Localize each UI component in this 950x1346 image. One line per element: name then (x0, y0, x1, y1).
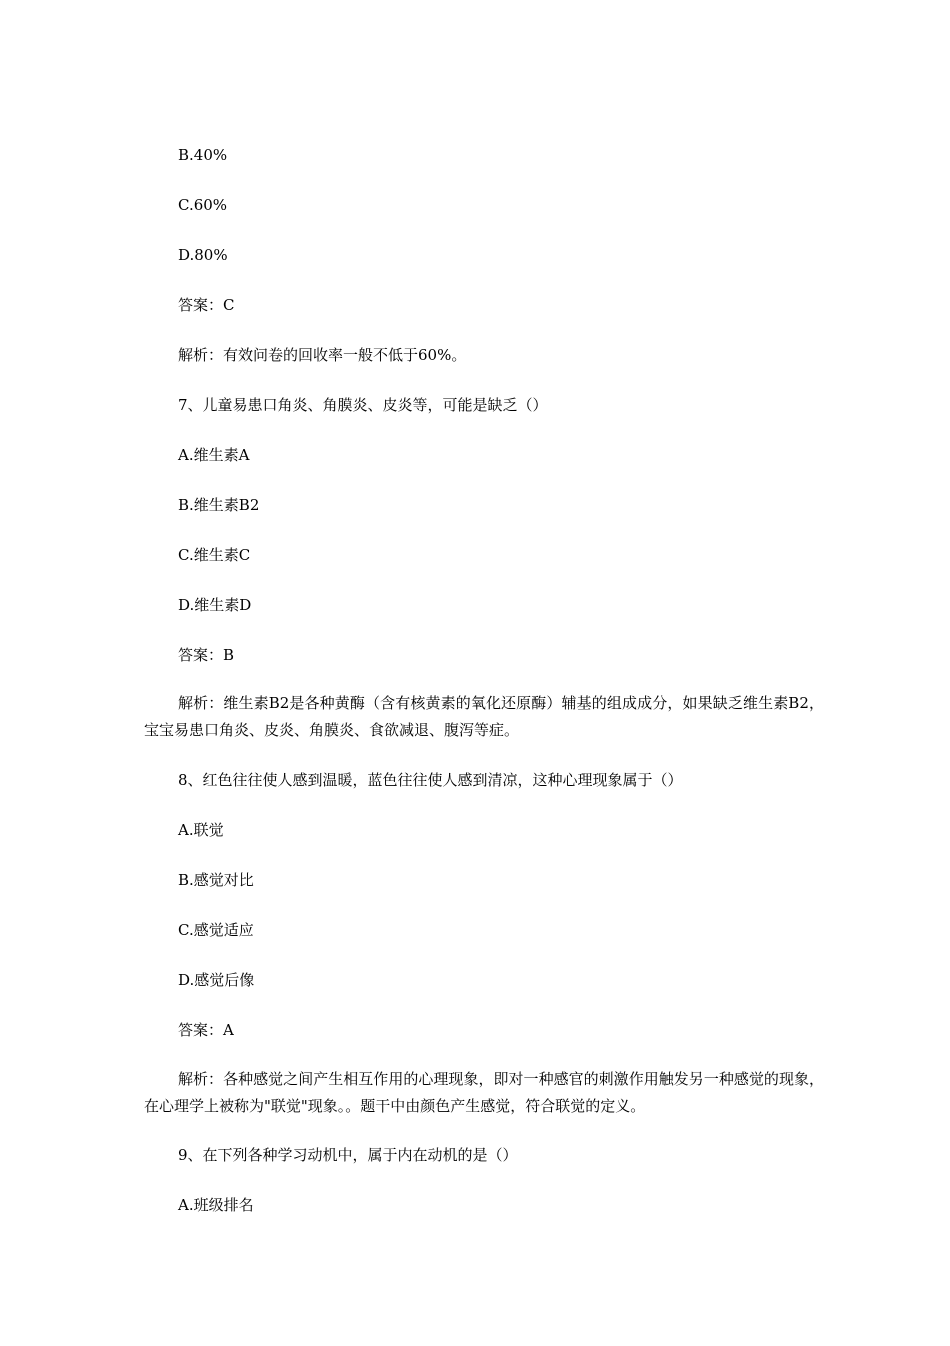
option-b: B.维生素B2 (178, 496, 260, 514)
option-d: D.感觉后像 (178, 971, 255, 989)
explanation-line: 解析：有效问卷的回收率一般不低于60%。 (178, 346, 467, 364)
option-a: A.班级排名 (178, 1196, 254, 1214)
option-b: B.感觉对比 (178, 871, 254, 889)
explanation-paragraph: 解析：各种感觉之间产生相互作用的心理现象，即对一种感官的刺激作用触发另一种感觉的现象，在心理学上被称为"联觉"现象。。题干中由颜色产生感觉，符合联觉的定义。 (144, 1070, 824, 1115)
question-8: 8、红色往往使人感到温暖，蓝色往往使人感到清凉，这种心理现象属于（） (178, 771, 683, 789)
option-c: C.维生素C (178, 546, 251, 564)
answer-line: 答案：C (178, 296, 235, 314)
question-7: 7、儿童易患口角炎、角膜炎、皮炎等，可能是缺乏（） (178, 396, 548, 414)
option-a: A.联觉 (178, 821, 224, 839)
option-c: C.感觉适应 (178, 921, 254, 939)
option-b: B.40% (178, 146, 228, 164)
answer-line: 答案：A (178, 1021, 234, 1039)
option-d: D.80% (178, 246, 228, 264)
explanation-paragraph: 解析：维生素B2是各种黄酶（含有核黄素的氧化还原酶）辅基的组成成分，如果缺乏维生素B2，宝宝易患口角炎、皮炎、角膜炎、食欲减退、腹泻等症。 (144, 694, 824, 739)
answer-line: 答案：B (178, 646, 235, 664)
question-9: 9、在下列各种学习动机中，属于内在动机的是（） (178, 1146, 518, 1164)
option-c: C.60% (178, 196, 228, 214)
option-d: D.维生素D (178, 596, 252, 614)
option-a: A.维生素A (178, 446, 250, 464)
